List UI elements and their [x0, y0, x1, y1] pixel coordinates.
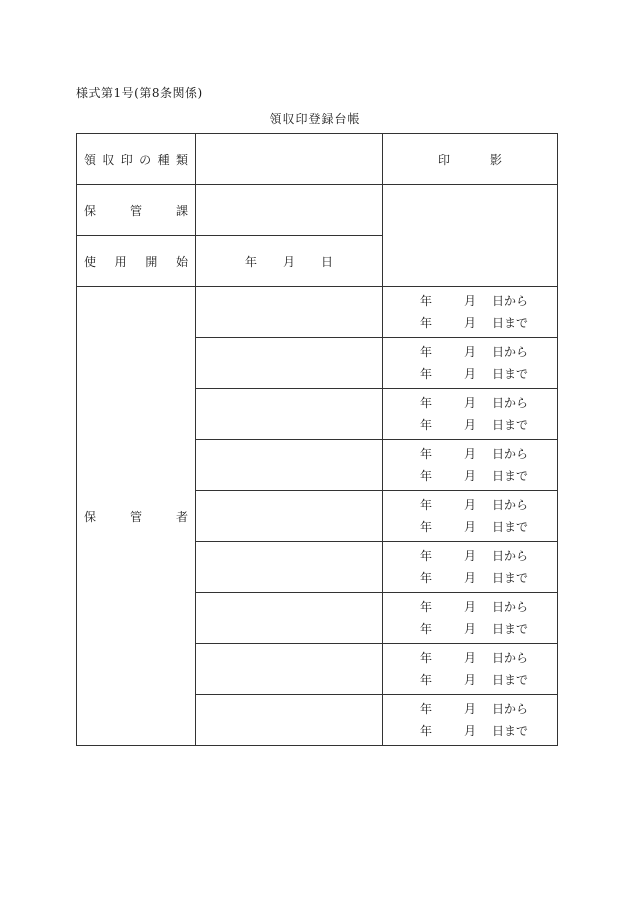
period-until: 日まで — [492, 571, 529, 585]
custodian-name-field[interactable] — [196, 440, 383, 491]
label-char: 印 — [120, 152, 133, 167]
period-year: 年 — [420, 651, 433, 665]
period-from: 日から — [492, 345, 529, 359]
usage-start-date-field[interactable] — [196, 236, 383, 287]
label-char: 影 — [490, 152, 503, 167]
label-char: 管 — [129, 203, 142, 218]
period-year: 年 — [420, 316, 433, 330]
custody-period[interactable] — [383, 389, 558, 440]
period-month: 月 — [464, 622, 477, 636]
period-year: 年 — [420, 498, 433, 512]
period-year: 年 — [420, 549, 433, 563]
period-from: 日から — [492, 294, 529, 308]
period-year: 年 — [420, 447, 433, 461]
period-from: 日から — [492, 651, 529, 665]
period-from: 日から — [492, 549, 529, 563]
period-month: 月 — [464, 724, 477, 738]
period-year: 年 — [420, 367, 433, 381]
label-char: 使 — [84, 254, 97, 269]
row-custody-section — [77, 185, 558, 236]
period-month: 月 — [464, 651, 477, 665]
custody-period[interactable] — [383, 695, 558, 746]
custody-period[interactable] — [383, 491, 558, 542]
period-from: 日から — [492, 498, 529, 512]
period-year: 年 — [420, 294, 433, 308]
date-day: 日 — [321, 254, 334, 269]
custody-section-field[interactable] — [196, 185, 383, 236]
period-from: 日から — [492, 447, 529, 461]
label-char: 課 — [175, 203, 188, 218]
custody-period[interactable] — [383, 440, 558, 491]
period-until: 日まで — [492, 367, 529, 381]
custodian-name-field[interactable] — [196, 338, 383, 389]
custodian-name-field[interactable] — [196, 287, 383, 338]
period-year: 年 — [420, 571, 433, 585]
label-char: 収 — [102, 152, 115, 167]
form-reference: 様式第1号(第8条関係) — [76, 86, 203, 100]
period-until: 日まで — [492, 520, 529, 534]
period-year: 年 — [420, 520, 433, 534]
seal-type-field[interactable] — [196, 134, 383, 185]
period-until: 日まで — [492, 469, 529, 483]
seal-image-header — [383, 134, 558, 185]
period-year: 年 — [420, 724, 433, 738]
period-year: 年 — [420, 396, 433, 410]
label-char: 類 — [175, 152, 188, 167]
label-char: 種 — [157, 152, 170, 167]
label-char: 保 — [84, 509, 97, 524]
custodian-label — [77, 287, 196, 746]
custody-period[interactable] — [383, 542, 558, 593]
period-month: 月 — [464, 367, 477, 381]
period-year: 年 — [420, 702, 433, 716]
period-until: 日まで — [492, 673, 529, 687]
period-from: 日から — [492, 702, 529, 716]
label-char: 用 — [114, 254, 127, 269]
period-month: 月 — [464, 498, 477, 512]
custodian-name-field[interactable] — [196, 695, 383, 746]
seal-type-label — [77, 134, 196, 185]
period-year: 年 — [420, 673, 433, 687]
seal-registration-table — [76, 133, 558, 746]
custody-period[interactable] — [383, 644, 558, 695]
period-month: 月 — [464, 316, 477, 330]
custody-period[interactable] — [383, 338, 558, 389]
label-char: 領 — [84, 152, 97, 167]
period-from: 日から — [492, 396, 529, 410]
seal-impression-box[interactable] — [383, 185, 558, 287]
period-from: 日から — [492, 600, 529, 614]
period-month: 月 — [464, 294, 477, 308]
period-until: 日まで — [492, 418, 529, 432]
custodian-name-field[interactable] — [196, 389, 383, 440]
period-year: 年 — [420, 345, 433, 359]
period-until: 日まで — [492, 622, 529, 636]
date-month: 月 — [282, 254, 295, 269]
custodian-name-field[interactable] — [196, 542, 383, 593]
custody-period[interactable] — [383, 287, 558, 338]
label-char: 者 — [175, 509, 188, 524]
custodian-name-field[interactable] — [196, 644, 383, 695]
document-title: 領収印登録台帳 — [269, 112, 361, 126]
custodian-name-field[interactable] — [196, 593, 383, 644]
period-month: 月 — [464, 447, 477, 461]
period-month: 月 — [464, 571, 477, 585]
label-char: 管 — [129, 509, 142, 524]
custodian-row — [77, 287, 558, 338]
period-year: 年 — [420, 469, 433, 483]
label-char: 保 — [84, 203, 97, 218]
period-year: 年 — [420, 600, 433, 614]
date-year: 年 — [244, 254, 257, 269]
period-month: 月 — [464, 702, 477, 716]
period-month: 月 — [464, 469, 477, 483]
period-until: 日まで — [492, 316, 529, 330]
period-month: 月 — [464, 345, 477, 359]
label-char: 開 — [145, 254, 158, 269]
custodian-name-field[interactable] — [196, 491, 383, 542]
period-month: 月 — [464, 418, 477, 432]
period-month: 月 — [464, 549, 477, 563]
label-char: 印 — [437, 152, 450, 167]
label-char: の — [139, 152, 152, 167]
custody-section-label — [77, 185, 196, 236]
custody-period[interactable] — [383, 593, 558, 644]
period-year: 年 — [420, 418, 433, 432]
period-month: 月 — [464, 520, 477, 534]
label-char: 始 — [175, 254, 188, 269]
row-seal-type — [77, 134, 558, 185]
period-year: 年 — [420, 622, 433, 636]
period-month: 月 — [464, 600, 477, 614]
period-until: 日まで — [492, 724, 529, 738]
period-month: 月 — [464, 673, 477, 687]
usage-start-label — [77, 236, 196, 287]
period-month: 月 — [464, 396, 477, 410]
